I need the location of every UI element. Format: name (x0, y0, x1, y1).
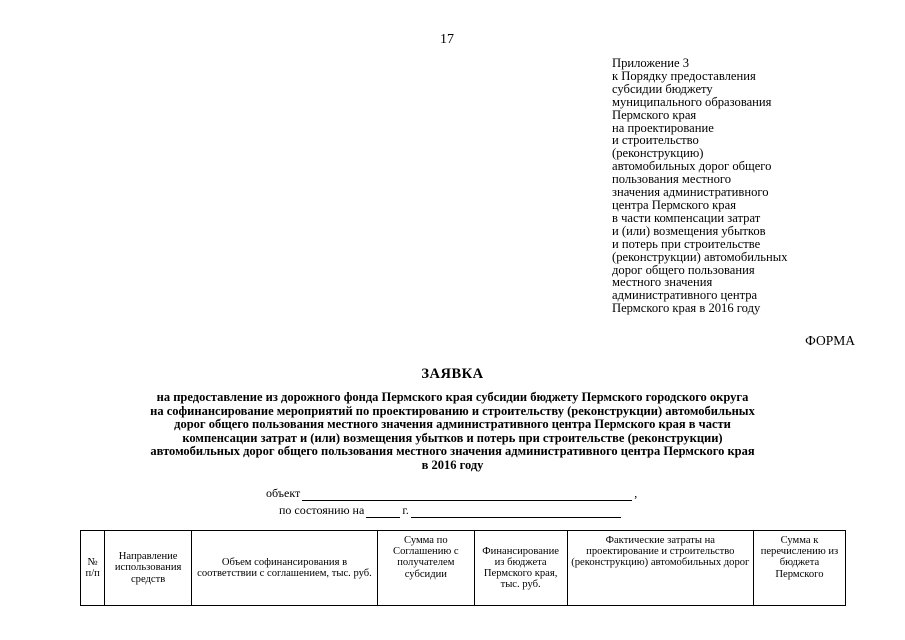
header-cell-actual-costs: Фактические затраты на проектирование и строительство (реконструкцию) автомобильных дорог (567, 531, 753, 606)
document-title: ЗАЯВКА (421, 366, 484, 382)
appendix-line: местного значения (612, 275, 713, 290)
subtitle-line: автомобильных дорог общего пользования местного значения административного центра Пермского края (150, 444, 755, 459)
object-field-row (266, 486, 637, 501)
object-suffix: , (634, 486, 638, 500)
appendix-line: центра Пермского края (612, 197, 736, 212)
header-cell-transfer-sum: Сумма к перечислению из бюджета Пермского (753, 531, 845, 606)
subtitle-line: в 2016 году (421, 457, 484, 472)
appendix-line: и потерь при строительстве (612, 236, 761, 251)
appendix-line: и (или) возмещения убытков (612, 223, 766, 238)
appendix-line: (реконструкции) автомобильных (612, 249, 788, 264)
appendix-line: Пермского края (612, 107, 697, 122)
appendix-line: Приложение 3 (612, 56, 690, 70)
header-cell-direction: Направление использования средств (105, 531, 191, 606)
header-cell-number: № п/п (81, 531, 105, 606)
appendix-line: дорог общего пользования (612, 262, 755, 277)
date-label: по состоянию на (279, 503, 365, 517)
appendix-line: (реконструкцию) (612, 146, 704, 161)
object-blank-line[interactable] (302, 489, 632, 501)
appendix-line: значения административного (612, 185, 769, 200)
subtitle-line: компенсации затрат и (или) возмещения убытков и потерь при строительстве (реконструкции) (182, 430, 723, 445)
appendix-line: субсидии бюджету (612, 81, 713, 96)
appendix-line: и строительство (612, 133, 699, 148)
request-table (80, 530, 846, 606)
subtitle-line: на софинансирование мероприятий по проектированию и строительству (реконструкции) автомобильных (150, 403, 755, 418)
appendix-line: административного центра (612, 288, 758, 303)
date-suffix: г. (402, 503, 409, 517)
form-label: ФОРМА (805, 333, 855, 348)
appendix-line: в части компенсации затрат (612, 210, 761, 225)
subtitle-line: дорог общего пользования местного значения административного центра Пермского края в части (174, 417, 731, 432)
table-header-row (81, 531, 846, 606)
date-field-row (279, 503, 623, 518)
header-cell-cofinancing: Объем софинансирования в соответствии с соглашением, тыс. руб. (191, 531, 377, 606)
header-cell-regional-financing: Финансирование из бюджета Пермского края, тыс. руб. (474, 531, 567, 606)
appendix-line: муниципального образования (612, 94, 772, 109)
appendix-line: на проектирование (612, 120, 714, 135)
document-subtitle (60, 391, 845, 473)
date-blank-line-2[interactable] (411, 506, 621, 518)
page-number: 17 (440, 32, 454, 47)
appendix-line: к Порядку предоставления (612, 68, 756, 83)
date-blank-line[interactable] (366, 506, 400, 518)
header-cell-agreement-sum: Сумма по Соглашению с получателем субсидии (378, 531, 474, 606)
appendix-line: Пермского края в 2016 году (612, 301, 761, 316)
object-label: объект (266, 486, 301, 500)
appendix-line: автомобильных дорог общего (612, 159, 772, 174)
appendix-block (612, 57, 872, 315)
subtitle-line: на предоставление из дорожного фонда Пермского края субсидии бюджету Пермского городского округа (156, 390, 749, 404)
appendix-line: пользования местного (612, 172, 732, 187)
